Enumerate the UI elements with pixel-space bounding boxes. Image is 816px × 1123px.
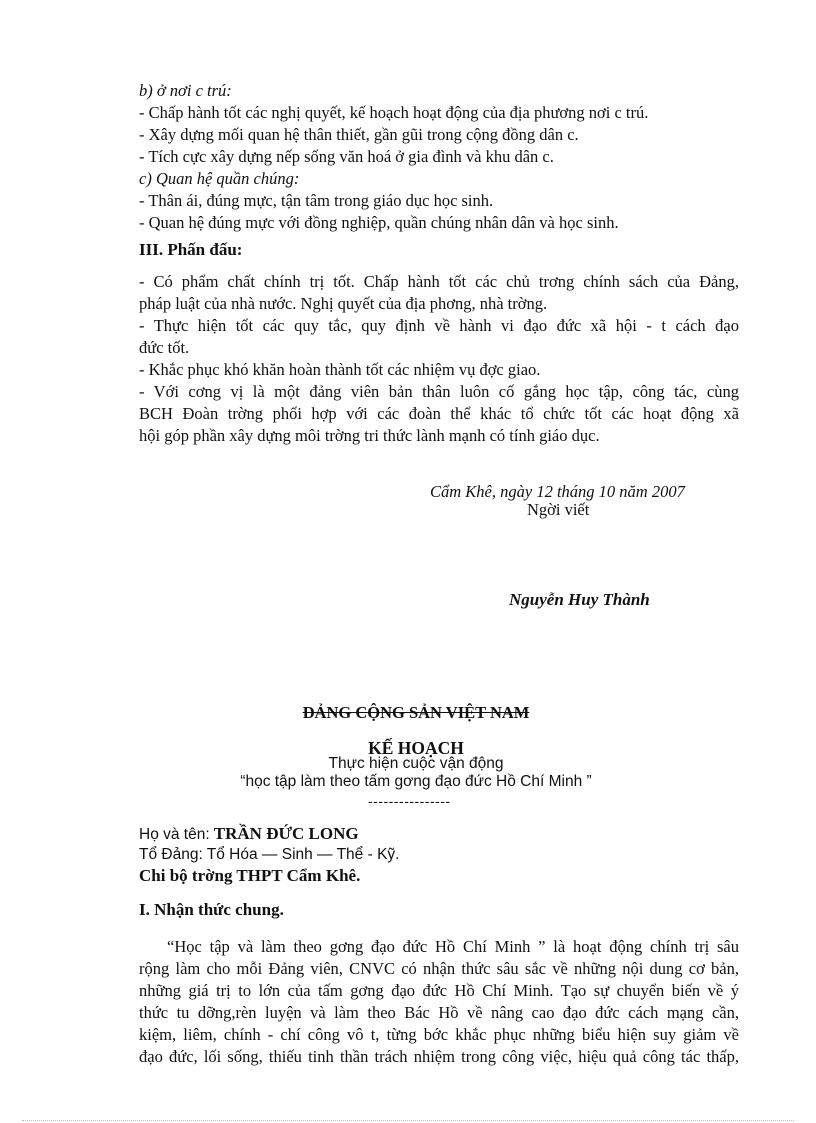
section-i-heading: I. Nhận thức chung. bbox=[139, 900, 284, 919]
party-branch: Chi bộ trờng THPT Cẩm Khê. bbox=[139, 866, 361, 885]
plan-title: KẾ HOẠCH bbox=[368, 738, 464, 758]
paragraph-line: đạo đức, lối sống, thiếu tinh thần trách nhiệm trong công việc, hiệu quả công tác thấp, bbox=[139, 1047, 739, 1066]
paragraph-line: thức tu dỡng,rèn luyện và làm theo Bác Hồ về nâng cao đạo đức cách mạng cần, bbox=[139, 1003, 739, 1022]
section-iii-line: pháp luật của nhà nước. Nghị quyết của địa phơng, nhà trờng. bbox=[139, 294, 548, 313]
section-b-item: - Tích cực xây dựng nếp sống văn hoá ở gia đình và khu dân c. bbox=[139, 147, 554, 166]
signature-name: Nguyễn Huy Thành bbox=[509, 590, 650, 609]
section-b-heading: b) ở nơi c trú: bbox=[139, 81, 232, 100]
plan-divider: ---------------- bbox=[368, 793, 451, 809]
plan-subtitle: Thực hiện cuộc vận động bbox=[328, 755, 504, 772]
paragraph-line: “Học tập và làm theo gơng đạo đức Hồ Chí Minh ” là hoạt động chính trị sâu bbox=[167, 937, 739, 956]
section-iii-line: đức tốt. bbox=[139, 338, 190, 357]
section-c-item: - Quan hệ đúng mực với đồng nghiệp, quần chúng nhân dân và học sinh. bbox=[139, 213, 619, 232]
section-b-item: - Xây dựng mối quan hệ thân thiết, gần gũi trong cộng đồng dân c. bbox=[139, 125, 579, 144]
section-iii-line: - Có phẩm chất chính trị tốt. Chấp hành tốt các chủ trơng chính sách của Đảng, bbox=[139, 272, 739, 291]
paragraph-line: kiệm, liêm, chính - chí công vô t, từng bớc khắc phục những biểu hiện suy giảm về bbox=[139, 1025, 739, 1044]
party-header: ĐẢNG CỘNG SẢN VIỆT NAM bbox=[302, 703, 530, 722]
section-iii-line: - Với cơng vị là một đảng viên bản thân luôn cố gắng học tập, công tác, cùng bbox=[139, 382, 739, 401]
place-date: Cẩm Khê, ngày 12 tháng 10 năm 2007 bbox=[430, 482, 685, 501]
name-value: TRẦN ĐỨC LONG bbox=[213, 824, 359, 843]
page-bottom-rule bbox=[22, 1120, 794, 1121]
section-iii-heading: III. Phấn đấu: bbox=[139, 240, 243, 259]
plan-campaign: “học tập làm theo tấm gơng đạo đức Hồ Chí Minh ” bbox=[240, 773, 592, 790]
section-c-heading: c) Quan hệ quần chúng: bbox=[139, 169, 300, 188]
section-iii-line: - Thực hiện tốt các quy tắc, quy định về hành vi đạo đức xã hội - t cách đạo bbox=[139, 316, 739, 335]
party-group: Tổ Đảng: Tổ Hóa — Sinh — Thể - Kỹ. bbox=[139, 846, 400, 863]
section-b-item: - Chấp hành tốt các nghị quyết, kế hoạch hoạt động của địa phương nơi c trú. bbox=[139, 103, 649, 122]
section-c-item: - Thân ái, đúng mực, tận tâm trong giáo dục học sinh. bbox=[139, 191, 494, 210]
paragraph-line: những giá trị to lớn của tấm gơng đạo đức Hồ Chí Minh. Tạo sự chuyển biến về ý bbox=[139, 981, 739, 1000]
name-row bbox=[139, 824, 359, 845]
section-iii-line: BCH Đoàn trờng phối hợp với các đoàn thể khác tổ chức tốt các hoạt động xã bbox=[139, 404, 739, 423]
paragraph-line: rộng làm cho mỗi Đảng viên, CNVC có nhận thức sâu sắc về những nội dung cơ bản, bbox=[139, 959, 739, 978]
signature-role: Ngời viết bbox=[527, 500, 590, 519]
name-label: Họ và tên: bbox=[139, 826, 210, 843]
section-iii-line: - Khắc phục khó khăn hoàn thành tốt các nhiệm vụ đợc giao. bbox=[139, 360, 541, 379]
section-iii-line: hội góp phần xây dựng môi trờng tri thức lành mạnh có tính giáo dục. bbox=[139, 426, 600, 445]
